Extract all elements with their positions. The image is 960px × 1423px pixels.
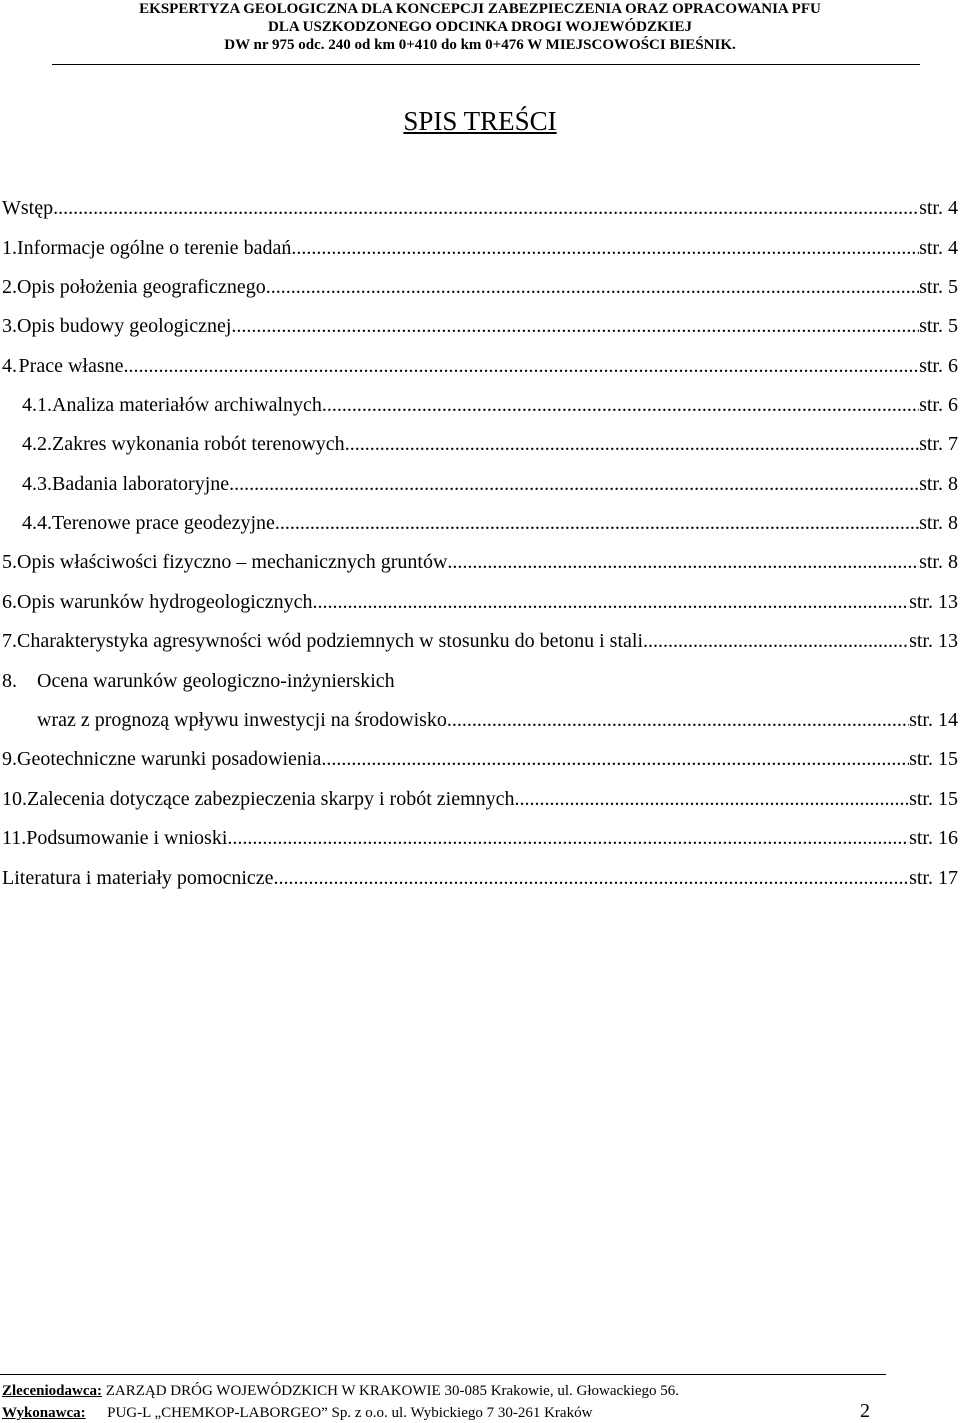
toc-entry — [2, 195, 958, 221]
header-line-1: EKSPERTYZA GEOLOGICZNA DLA KONCEPCJI ZABEZPIECZENIA ORAZ OPRACOWANIA PFU — [139, 1, 821, 17]
toc-leader — [227, 825, 909, 851]
toc-entry-page: str. 8 — [919, 551, 958, 573]
toc-leader — [231, 313, 919, 339]
toc-leader — [322, 392, 919, 418]
toc-entry-number: 7. — [2, 630, 17, 652]
toc-leader — [345, 431, 919, 457]
toc-entry-label: Ocena warunków geologiczno-inżynierskich — [37, 670, 395, 692]
toc-entry-page: str. 6 — [919, 355, 958, 377]
toc-entry-number: 11. — [2, 827, 27, 849]
toc-entry-page: str. 17 — [909, 867, 958, 889]
toc-entry-label: Geotechniczne warunki posadowienia — [17, 748, 322, 770]
toc-entry-number: 8. — [2, 670, 17, 692]
toc-entry-number: 4.4. — [22, 512, 52, 534]
toc-leader — [643, 628, 909, 654]
toc-entry-label: Podsumowanie i wnioski — [26, 827, 228, 849]
toc-entry-label: Opis położenia geograficznego — [17, 276, 266, 298]
toc-entry-page: str. 14 — [909, 709, 958, 731]
header-rule — [52, 64, 920, 65]
header-line-2: DLA USZKODZONEGO ODCINKA DROGI WOJEWÓDZKIEJ — [268, 19, 692, 35]
toc-entry-label: Charakterystyka agresywności wód podziemnych w stosunku do betonu i stali — [17, 630, 643, 652]
toc-entry-number: 4.3. — [22, 473, 52, 495]
toc-entry — [22, 510, 958, 536]
toc-entry — [2, 825, 958, 851]
toc-entry-number: 2. — [2, 276, 17, 298]
toc-entry-label: Zalecenia dotyczące zabezpieczenia skarpy i robót ziemnych — [27, 788, 515, 810]
toc-entry-label: Badania laboratoryjne — [52, 473, 230, 495]
header-line-3: DW nr 975 odc. 240 od km 0+410 do km 0+476 W MIEJSCOWOŚCI BIEŚNIK. — [224, 37, 736, 53]
toc-leader — [123, 353, 919, 379]
toc-entry — [2, 549, 958, 575]
toc-entry-page: str. 4 — [919, 197, 958, 219]
toc-entry — [2, 235, 958, 261]
toc-entry-number: 4.1. — [22, 394, 52, 416]
toc-leader — [447, 707, 909, 733]
toc-entry-page: str. 13 — [909, 591, 958, 613]
toc-entry-number: 3. — [2, 315, 17, 337]
toc-entry-number: 9. — [2, 748, 17, 770]
toc-entry — [2, 589, 958, 615]
toc-entry-number: 1. — [2, 237, 17, 259]
toc-entry-label: Literatura i materiały pomocnicze — [2, 867, 274, 889]
toc-entry-label: Opis właściwości fizyczno – mechanicznych gruntów — [17, 551, 448, 573]
toc-entry-page: str. 15 — [909, 788, 958, 810]
toc-entry-page: str. 13 — [909, 630, 958, 652]
toc-leader — [313, 589, 910, 615]
page-number: 2 — [860, 1400, 870, 1422]
toc-entry-page: str. 6 — [919, 394, 958, 416]
toc-entry-number: 6. — [2, 591, 17, 613]
page-title: SPIS TREŚCI — [403, 106, 557, 136]
footer-client-key: Zleceniodawca: — [2, 1383, 102, 1399]
toc-leader — [274, 865, 910, 891]
toc-entry — [2, 746, 958, 772]
toc-entry-label: Opis budowy geologicznej — [17, 315, 232, 337]
toc-leader — [275, 510, 919, 536]
toc-entry-label: Analiza materiałów archiwalnych — [52, 394, 322, 416]
toc-entry-page: str. 16 — [909, 827, 958, 849]
toc-entry-page: str. 4 — [919, 237, 958, 259]
toc-entry-label: Opis warunków hydrogeologicznych — [17, 591, 313, 613]
document-header — [0, 0, 960, 54]
toc-entry — [2, 786, 958, 812]
toc-entry — [2, 668, 958, 694]
footer-contractor-key: Wykonawca: — [2, 1405, 86, 1421]
toc-entry-label: Zakres wykonania robót terenowych — [52, 433, 345, 455]
footer-client — [2, 1382, 679, 1400]
toc-entry — [37, 707, 958, 733]
toc-entry — [2, 628, 958, 654]
toc-entry — [22, 471, 958, 497]
toc-entry — [2, 353, 958, 379]
toc-entry-label: Informacje ogólne o terenie badań — [17, 237, 292, 259]
toc-entry-label: wraz z prognozą wpływu inwestycji na środowisko — [37, 709, 447, 731]
footer-contractor — [2, 1404, 592, 1422]
footer-contractor-value: PUG-L „CHEMKOP-LABORGEO” Sp. z o.o. ul. Wybickiego 7 30-261 Kraków — [107, 1405, 593, 1421]
toc-entry-page: str. 8 — [919, 512, 958, 534]
toc-leader — [291, 235, 919, 261]
toc-entry-page: str. 5 — [919, 276, 958, 298]
toc-leader — [321, 746, 909, 772]
toc-entry — [2, 313, 958, 339]
toc-entry-label: Terenowe prace geodezyjne — [52, 512, 275, 534]
footer-rule — [0, 1374, 886, 1375]
toc-entry-page: str. 8 — [919, 473, 958, 495]
toc-leader — [515, 786, 910, 812]
toc-leader — [266, 274, 919, 300]
toc-entry-page: str. 5 — [919, 315, 958, 337]
toc-entry-number: 10. — [2, 788, 27, 810]
toc-leader — [53, 195, 919, 221]
toc-entry — [2, 274, 958, 300]
toc-entry-page: str. 15 — [909, 748, 958, 770]
toc-entry — [22, 392, 958, 418]
toc-entry-number: 4. — [2, 355, 17, 377]
toc-entry-label: Prace własne — [18, 355, 124, 377]
toc-entry-label: Wstęp — [2, 197, 54, 219]
toc-entry-page: str. 7 — [919, 433, 958, 455]
toc-entry — [22, 431, 958, 457]
toc-leader — [229, 471, 919, 497]
toc-entry-number: 5. — [2, 551, 17, 573]
toc-entry — [2, 865, 958, 891]
toc-entry-number: 4.2. — [22, 433, 52, 455]
footer-client-value: ZARZĄD DRÓG WOJEWÓDZKICH W KRAKOWIE 30-085 Krakowie, ul. Głowackiego 56. — [105, 1383, 679, 1399]
toc-leader — [447, 549, 919, 575]
